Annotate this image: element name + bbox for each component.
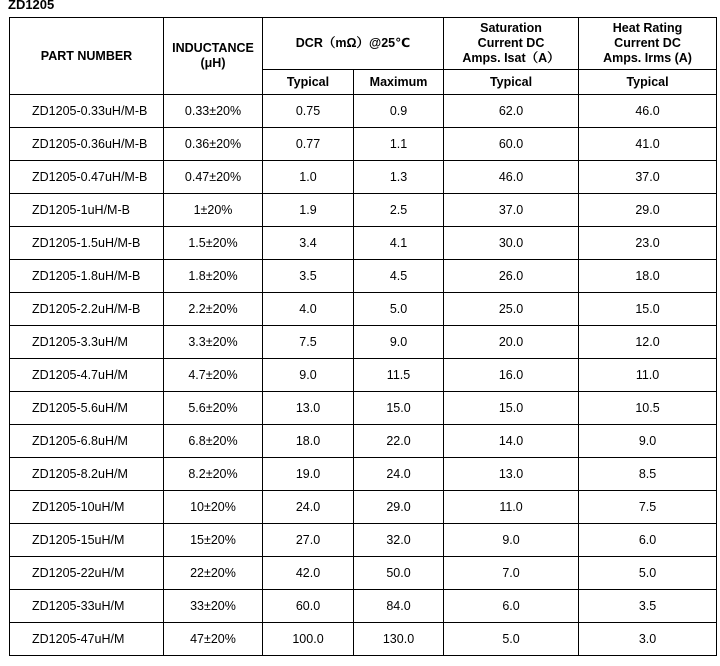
irms-typical-cell: 46.0 — [579, 95, 717, 128]
dcr-typical-cell: 3.4 — [263, 227, 354, 260]
part-number-cell: ZD1205-4.7uH/M — [10, 359, 164, 392]
part-number-cell: ZD1205-3.3uH/M — [10, 326, 164, 359]
table-row — [10, 359, 717, 392]
irms-typical-cell: 5.0 — [579, 557, 717, 590]
inductance-header — [164, 18, 263, 95]
isat-header-line1: Saturation — [480, 21, 542, 35]
dcr-maximum-cell: 0.9 — [354, 95, 444, 128]
part-number-cell: ZD1205-22uH/M — [10, 557, 164, 590]
part-number-cell: ZD1205-10uH/M — [10, 491, 164, 524]
irms-typical-cell: 3.0 — [579, 623, 717, 656]
dcr-maximum-cell: 4.1 — [354, 227, 444, 260]
dcr-header-label: DCR（mΩ）@25℃ — [295, 36, 411, 50]
dcr-maximum-cell: 5.0 — [354, 293, 444, 326]
dcr-maximum-cell: 2.5 — [354, 194, 444, 227]
dcr-typical-header: Typical — [263, 70, 354, 95]
isat-header-line3: Amps. Isat（A） — [462, 51, 560, 65]
dcr-typical-cell: 42.0 — [263, 557, 354, 590]
irms-typical-cell: 6.0 — [579, 524, 717, 557]
irms-typical-cell: 7.5 — [579, 491, 717, 524]
isat-typical-cell: 25.0 — [444, 293, 579, 326]
dcr-maximum-cell: 29.0 — [354, 491, 444, 524]
dcr-typical-cell: 4.0 — [263, 293, 354, 326]
table-row — [10, 161, 717, 194]
inductance-header-line1: INDUCTANCE — [172, 41, 254, 55]
dcr-typical-cell: 18.0 — [263, 425, 354, 458]
dcr-typical-cell: 9.0 — [263, 359, 354, 392]
irms-header-line3: Amps. Irms (A) — [603, 51, 692, 65]
dcr-typical-cell: 1.9 — [263, 194, 354, 227]
part-number-cell: ZD1205-0.33uH/M-B — [10, 95, 164, 128]
inductance-cell: 0.33±20% — [164, 95, 263, 128]
dcr-maximum-cell: 4.5 — [354, 260, 444, 293]
table-row — [10, 227, 717, 260]
table-row — [10, 392, 717, 425]
part-number-cell: ZD1205-1.5uH/M-B — [10, 227, 164, 260]
part-number-cell: ZD1205-2.2uH/M-B — [10, 293, 164, 326]
dcr-typical-cell: 24.0 — [263, 491, 354, 524]
isat-typical-cell: 60.0 — [444, 128, 579, 161]
dcr-typical-cell: 7.5 — [263, 326, 354, 359]
inductance-cell: 15±20% — [164, 524, 263, 557]
table-row — [10, 293, 717, 326]
inductance-cell: 5.6±20% — [164, 392, 263, 425]
dcr-typical-cell: 27.0 — [263, 524, 354, 557]
table-row — [10, 326, 717, 359]
isat-typical-cell: 62.0 — [444, 95, 579, 128]
isat-typical-cell: 15.0 — [444, 392, 579, 425]
part-number-cell: ZD1205-1uH/M-B — [10, 194, 164, 227]
irms-typical-cell: 3.5 — [579, 590, 717, 623]
header-row-top — [10, 18, 717, 70]
isat-typical-cell: 20.0 — [444, 326, 579, 359]
irms-typical-cell: 29.0 — [579, 194, 717, 227]
inductance-cell: 1±20% — [164, 194, 263, 227]
irms-header-line1: Heat Rating — [612, 21, 683, 35]
inductance-header-line2: (μH) — [200, 56, 226, 70]
irms-typical-cell: 12.0 — [579, 326, 717, 359]
irms-typical-cell: 11.0 — [579, 359, 717, 392]
part-number-cell: ZD1205-6.8uH/M — [10, 425, 164, 458]
part-number-cell: ZD1205-0.36uH/M-B — [10, 128, 164, 161]
inductance-cell: 47±20% — [164, 623, 263, 656]
part-number-cell: ZD1205-33uH/M — [10, 590, 164, 623]
part-number-cell: ZD1205-0.47uH/M-B — [10, 161, 164, 194]
irms-typical-cell: 41.0 — [579, 128, 717, 161]
dcr-typical-cell: 0.77 — [263, 128, 354, 161]
irms-typical-cell: 18.0 — [579, 260, 717, 293]
irms-typical-cell: 8.5 — [579, 458, 717, 491]
dcr-maximum-cell: 130.0 — [354, 623, 444, 656]
part-number-cell: ZD1205-15uH/M — [10, 524, 164, 557]
irms-typical-cell: 9.0 — [579, 425, 717, 458]
spec-table — [9, 17, 717, 656]
table-row — [10, 557, 717, 590]
dcr-maximum-cell: 9.0 — [354, 326, 444, 359]
inductance-cell: 2.2±20% — [164, 293, 263, 326]
isat-typical-cell: 5.0 — [444, 623, 579, 656]
irms-typical-header: Typical — [579, 70, 717, 95]
dcr-maximum-header: Maximum — [354, 70, 444, 95]
inductance-cell: 33±20% — [164, 590, 263, 623]
dcr-maximum-cell: 84.0 — [354, 590, 444, 623]
table-header — [10, 18, 717, 95]
table-row — [10, 260, 717, 293]
isat-typical-cell: 26.0 — [444, 260, 579, 293]
isat-typical-cell: 11.0 — [444, 491, 579, 524]
isat-typical-cell: 6.0 — [444, 590, 579, 623]
dcr-typical-cell: 3.5 — [263, 260, 354, 293]
table-row — [10, 95, 717, 128]
isat-header — [444, 18, 579, 70]
part-number-header — [10, 18, 164, 95]
inductance-cell: 10±20% — [164, 491, 263, 524]
table-row — [10, 425, 717, 458]
inductance-cell: 4.7±20% — [164, 359, 263, 392]
dcr-typical-cell: 1.0 — [263, 161, 354, 194]
inductance-cell: 6.8±20% — [164, 425, 263, 458]
table-body — [10, 95, 717, 656]
isat-typical-cell: 16.0 — [444, 359, 579, 392]
dcr-typical-cell: 19.0 — [263, 458, 354, 491]
isat-typical-header: Typical — [444, 70, 579, 95]
dcr-typical-cell: 13.0 — [263, 392, 354, 425]
inductance-cell: 8.2±20% — [164, 458, 263, 491]
irms-header — [579, 18, 717, 70]
inductance-cell: 0.36±20% — [164, 128, 263, 161]
dcr-maximum-cell: 1.3 — [354, 161, 444, 194]
part-number-cell: ZD1205-5.6uH/M — [10, 392, 164, 425]
table-row — [10, 194, 717, 227]
irms-typical-cell: 23.0 — [579, 227, 717, 260]
document-title: ZD1205 — [8, 0, 55, 12]
table-row — [10, 524, 717, 557]
dcr-maximum-cell: 50.0 — [354, 557, 444, 590]
isat-typical-cell: 9.0 — [444, 524, 579, 557]
irms-typical-cell: 10.5 — [579, 392, 717, 425]
part-number-cell: ZD1205-47uH/M — [10, 623, 164, 656]
table-row — [10, 458, 717, 491]
table-row — [10, 128, 717, 161]
inductance-cell: 1.8±20% — [164, 260, 263, 293]
isat-typical-cell: 7.0 — [444, 557, 579, 590]
table-row — [10, 491, 717, 524]
dcr-typical-cell: 60.0 — [263, 590, 354, 623]
dcr-maximum-cell: 15.0 — [354, 392, 444, 425]
irms-header-line2: Current DC — [614, 36, 681, 50]
isat-typical-cell: 37.0 — [444, 194, 579, 227]
dcr-typical-cell: 100.0 — [263, 623, 354, 656]
dcr-maximum-cell: 22.0 — [354, 425, 444, 458]
part-number-cell: ZD1205-8.2uH/M — [10, 458, 164, 491]
inductance-cell: 22±20% — [164, 557, 263, 590]
isat-typical-cell: 14.0 — [444, 425, 579, 458]
dcr-maximum-cell: 32.0 — [354, 524, 444, 557]
dcr-maximum-cell: 11.5 — [354, 359, 444, 392]
isat-header-line2: Current DC — [477, 36, 545, 50]
inductance-cell: 3.3±20% — [164, 326, 263, 359]
irms-typical-cell: 37.0 — [579, 161, 717, 194]
dcr-maximum-cell: 1.1 — [354, 128, 444, 161]
part-number-cell: ZD1205-1.8uH/M-B — [10, 260, 164, 293]
dcr-typical-cell: 0.75 — [263, 95, 354, 128]
dcr-header — [263, 18, 444, 70]
isat-typical-cell: 46.0 — [444, 161, 579, 194]
isat-typical-cell: 30.0 — [444, 227, 579, 260]
table-row — [10, 623, 717, 656]
dcr-maximum-cell: 24.0 — [354, 458, 444, 491]
inductance-cell: 0.47±20% — [164, 161, 263, 194]
part-number-header-label: PART NUMBER — [40, 48, 133, 63]
table-row — [10, 590, 717, 623]
irms-typical-cell: 15.0 — [579, 293, 717, 326]
inductance-cell: 1.5±20% — [164, 227, 263, 260]
isat-typical-cell: 13.0 — [444, 458, 579, 491]
